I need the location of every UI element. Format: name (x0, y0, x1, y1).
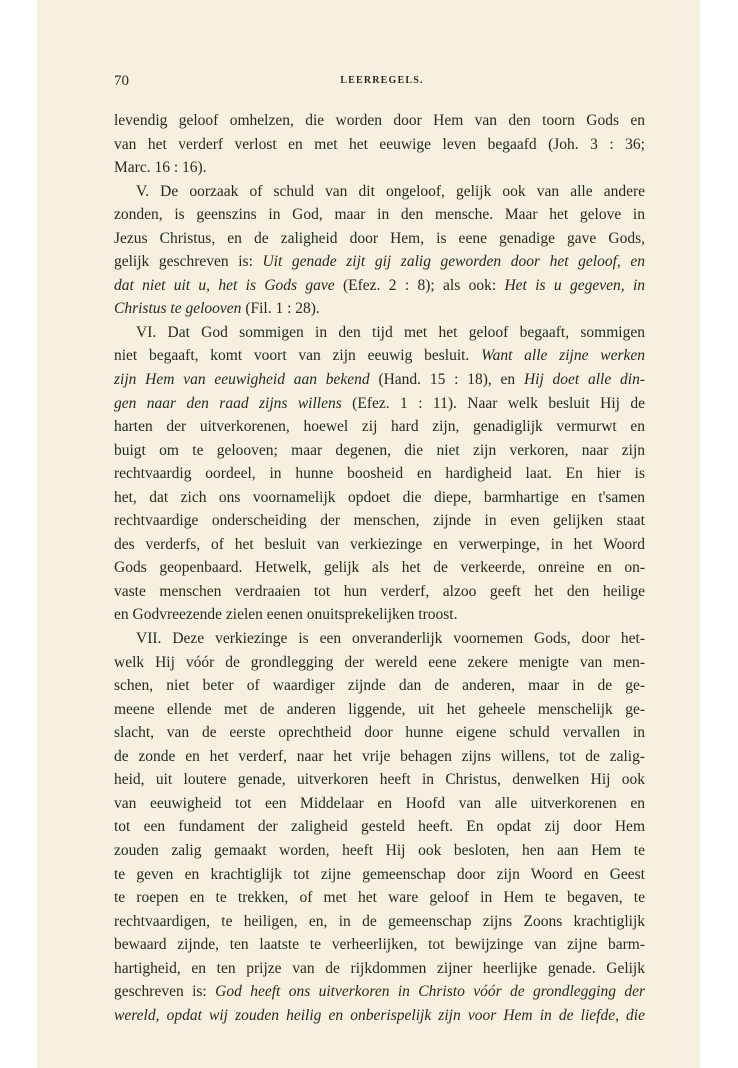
text-run: (Fil. 1 : 28). (241, 300, 320, 318)
text-line: rechtvaardigen, te heiligen, en, in de gemeenschap zijns Zoons krachtiglijk (114, 912, 645, 930)
text-line: en Godvreezende zielen eenen onuitsprekelijken troost. (114, 606, 458, 624)
text-line: te geven en krachtiglijk tot zijne gemeenschap door zijn Woord en Geest (114, 865, 645, 883)
italic-text: dat niet uit u, het is Gods gave (114, 276, 335, 294)
text-line: het, dat zich ons voornamelijk opdoet die diepe, barmhartige en t'samen (114, 488, 645, 506)
text-line: rechtvaardig oordeel, in hunne boosheid en hardigheid laat. En hier is (114, 465, 645, 483)
text-line: vaste menschen verdraaien tot hun verderf, alzoo geeft het den heilige (114, 582, 645, 600)
text-line (114, 368, 645, 392)
italic-text: Het is u gegeven, in (504, 276, 645, 294)
text-line: rechtvaardige onderscheiding der menschen, zijnde in even gelijken staat (114, 512, 645, 530)
italic-text: wereld, opdat wij zouden heilig en onberispelijk zijn voor Hem in de liefde, die (114, 1006, 645, 1024)
running-title: LEERREGELS. (340, 75, 424, 86)
italic-text: Want alle zijne werken (481, 347, 645, 365)
text-line: buigt om te gelooven; maar degenen, die niet zijn verkoren, naar zijn (114, 441, 645, 459)
text-line: van het verderf verlost en met het eeuwige leven begaafd (Joh. 3 : 36; (114, 135, 645, 153)
text-run: niet begaaft, komt voort van zijn eeuwig besluit. (114, 347, 482, 365)
text-run: gelijk geschreven is: (114, 253, 263, 271)
italic-text: Uit genade zijt gij zalig geworden door het geloof, en (262, 253, 646, 271)
text-line (114, 980, 645, 1004)
italic-text: God heeft ons uitverkoren in Christo vóór de grondlegging der (215, 983, 645, 1001)
text-line: harten der uitverkorenen, hoewel zij hard zijn, genadiglijk vermurwt en (114, 418, 645, 436)
text-line: Jezus Christus, en de zaligheid door Hem, is eene genadige gave Gods, (114, 229, 645, 247)
text-line: des verderfs, of het besluit van verkiezinge en verwerpinge, in het Woord (114, 535, 645, 553)
body-text (114, 109, 645, 1027)
text-run: geschreven is: (114, 983, 216, 1001)
text-line: van eeuwigheid tot een Middelaar en Hoofd van alle uitverkorenen en (114, 794, 645, 812)
book-page (37, 0, 700, 1068)
text-line: Marc. 16 : 16). (114, 159, 207, 177)
text-line: tot een fundament der zaligheid gesteld heeft. En opdat zij door Hem (114, 818, 645, 836)
text-line (114, 250, 645, 274)
text-run: (Efez. 1 : 11). Naar welk besluit Hij de (341, 394, 645, 412)
italic-text: Christus te gelooven (114, 300, 242, 318)
text-line: welk Hij vóór de grondlegging der wereld eene zekere menigte van men- (114, 653, 645, 671)
text-line: meene ellende met de anderen liggende, uit het geheele menschelijk ge- (114, 700, 645, 718)
text-line: Gods geopenbaard. Hetwelk, gelijk als het de verkeerde, onreine en on- (114, 559, 645, 577)
text-run: (Efez. 2 : 8); als ook: (334, 276, 505, 294)
text-line: slacht, van de eerste oprechtheid door hunne eigene schuld vervallen in (114, 724, 645, 742)
italic-text: gen naar den raad zijns willens (114, 394, 342, 412)
page-number: 70 (114, 73, 129, 89)
page-header (114, 73, 650, 95)
text-line (114, 274, 645, 298)
text-line: bewaard zijnde, ten laatste te verheerlijken, tot bewijzinge van zijne barm- (114, 936, 645, 954)
text-line: te roepen en te trekken, of met het ware geloof in Hem te begaven, te (114, 889, 645, 907)
text-line: de zonde en het verderf, naar het vrije behagen zijns willens, tot de zalig- (114, 747, 645, 765)
text-line: VII. Deze verkiezinge is een onveranderlijk voornemen Gods, door het- (136, 630, 645, 648)
text-line: zonden, is geenszins in God, maar in den mensche. Maar het gelove in (114, 206, 645, 224)
italic-text: Hij doet alle din- (523, 371, 645, 389)
text-line: heid, uit loutere genade, uitverkoren heeft in Christus, denwelken Hij ook (114, 771, 645, 789)
text-line (114, 297, 645, 321)
text-run: (Hand. 15 : 18), en (369, 371, 524, 389)
text-line: hartigheid, en ten prijze van de rijkdommen zijner heerlijke genade. Gelijk (114, 959, 645, 977)
text-line: VI. Dat God sommigen in den tijd met het geloof begaaft, sommigen (136, 323, 645, 341)
text-line (114, 392, 645, 416)
text-line (114, 344, 645, 368)
text-line (114, 1004, 645, 1028)
text-line: levendig geloof omhelzen, die worden door Hem van den toorn Gods en (114, 112, 645, 129)
text-line: schen, niet beter of waardiger zijnde dan de anderen, maar in de ge- (114, 677, 645, 695)
text-line: zouden zalig gemaakt worden, heeft Hij ook besloten, hen aan Hem te (114, 841, 645, 859)
italic-text: zijn Hem van eeuwigheid aan bekend (114, 371, 370, 389)
text-line: V. De oorzaak of schuld van dit ongeloof, gelijk ook van alle andere (136, 182, 645, 200)
